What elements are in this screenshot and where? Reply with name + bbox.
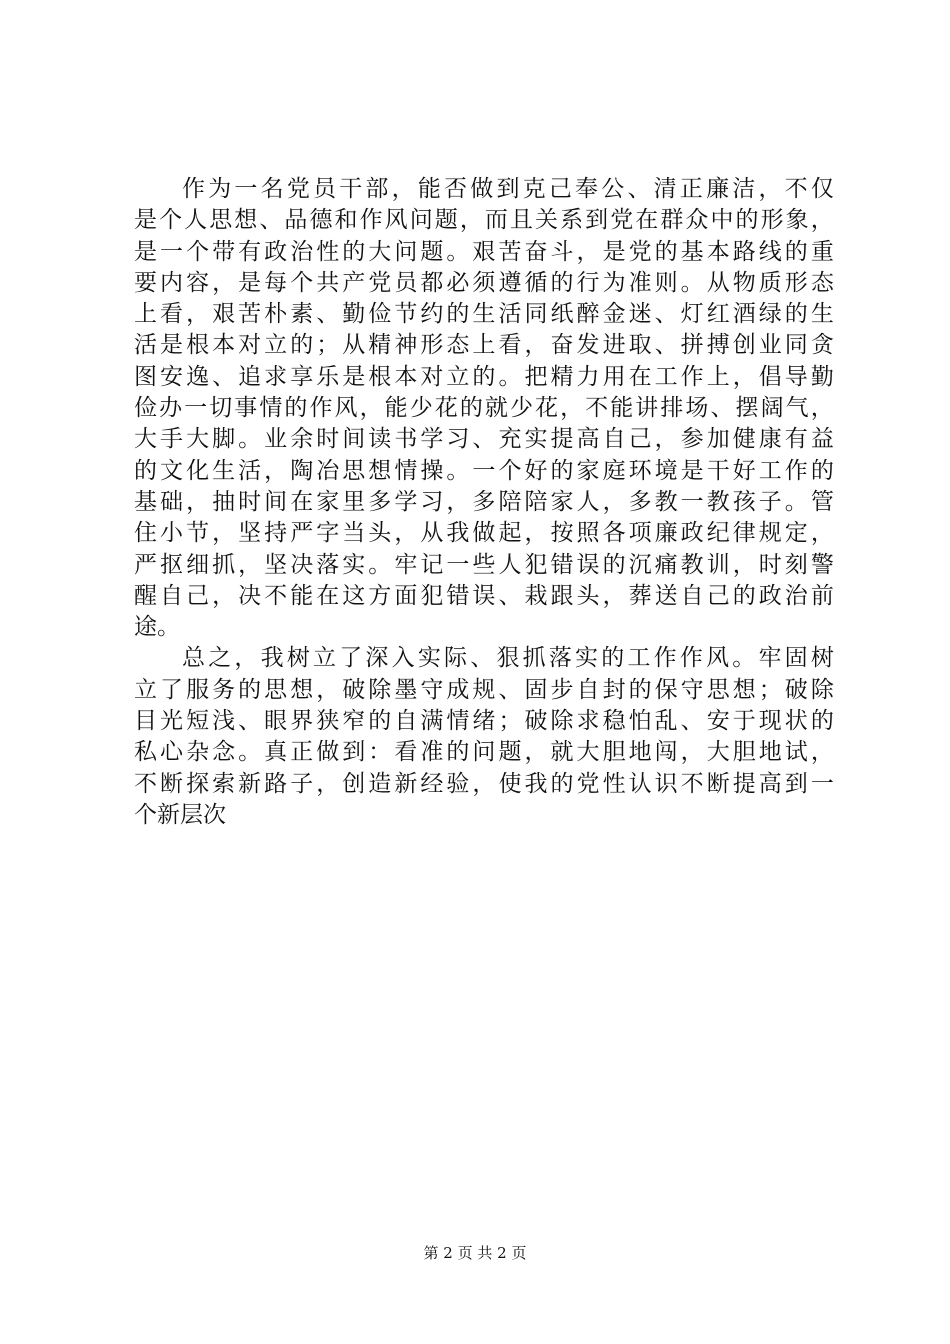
text-line: 个新层次 <box>134 801 226 828</box>
text-line: 总 之 ， 我 树 立 了 深 入 实 际 、 狠 抓 落 实 的 工 作 作 风 。 牢 固 树 <box>182 645 834 672</box>
text-line: 大 手 大 脚 。 业 余 时 间 读 书 学 习 、 充 实 提 高 自 己 ， 参 加 健 康 有 益 <box>134 426 834 453</box>
text-line: 图 安 逸 、 追 求 享 乐 是 根 本 对 立 的 。 把 精 力 用 在 工 作 上 ， 倡 导 勤 <box>134 363 834 390</box>
text-line: 要 内 容 ， 是 每 个 共 产 党 员 都 必 须 遵 循 的 行 为 准 则 。 从 物 质 形 态 <box>134 269 834 296</box>
text-line: 目 光 短 浅 、 眼 界 狭 窄 的 自 满 情 绪 ； 破 除 求 稳 怕 乱 、 安 于 现 状 的 <box>134 708 834 735</box>
text-line: 立 了 服 务 的 思 想 ， 破 除 墨 守 成 规 、 固 步 自 封 的 保 守 思 想 ； 破 除 <box>134 676 834 703</box>
text-line: 住 小 节 ， 坚 持 严 字 当 头 ， 从 我 做 起 ， 按 照 各 项 廉 政 纪 律 规 定 ， <box>134 520 834 547</box>
body-text <box>134 174 834 831</box>
text-line: 醒 自 己 ， 决 不 能 在 这 方 面 犯 错 误 、 栽 跟 头 ， 葬 送 自 己 的 政 治 前 <box>134 582 834 609</box>
text-line: 不 断 探 索 新 路 子 ， 创 造 新 经 验 ， 使 我 的 党 性 认 识 不 断 提 高 到 一 <box>134 770 834 797</box>
text-line: 上 看 ， 艰 苦 朴 素 、 勤 俭 节 约 的 生 活 同 纸 醉 金 迷 、 灯 红 酒 绿 的 生 <box>134 301 834 328</box>
text-line: 是 一 个 带 有 政 治 性 的 大 问 题 。 艰 苦 奋 斗 ， 是 党 的 基 本 路 线 的 重 <box>134 238 834 265</box>
text-line: 俭 办 一 切 事 情 的 作 风 ， 能 少 花 的 就 少 花 ， 不 能 讲 排 场 、 摆 阔 气 ， <box>134 395 834 422</box>
text-line: 私 心 杂 念 。 真 正 做 到 ： 看 准 的 问 题 ， 就 大 胆 地 闯 ， 大 胆 地 试 ， <box>134 739 834 766</box>
text-line: 是 个 人 思 想 、 品 德 和 作 风 问 题 ， 而 且 关 系 到 党 在 群 众 中 的 形 象 ， <box>134 207 834 234</box>
text-line: 途。 <box>134 614 180 641</box>
text-line: 活 是 根 本 对 立 的 ； 从 精 神 形 态 上 看 ， 奋 发 进 取 、 拼 搏 创 业 同 贪 <box>134 332 834 359</box>
text-line: 作 为 一 名 党 员 干 部 ， 能 否 做 到 克 己 奉 公 、 清 正 廉 洁 ， 不 仅 <box>182 176 834 202</box>
page-footer: 第 2 页 共 2 页 <box>423 1244 527 1262</box>
text-line: 的 文 化 生 活 ， 陶 冶 思 想 情 操 。 一 个 好 的 家 庭 环 境 是 干 好 工 作 的 <box>134 457 834 484</box>
paragraph <box>134 643 834 831</box>
paragraph <box>134 174 834 643</box>
text-line: 基 础 ， 抽 时 间 在 家 里 多 学 习 ， 多 陪 陪 家 人 ， 多 教 一 教 孩 子 。 管 <box>134 488 834 515</box>
text-line: 严 抠 细 抓 ， 坚 决 落 实 。 牢 记 一 些 人 犯 错 误 的 沉 痛 教 训 ， 时 刻 警 <box>134 551 834 578</box>
